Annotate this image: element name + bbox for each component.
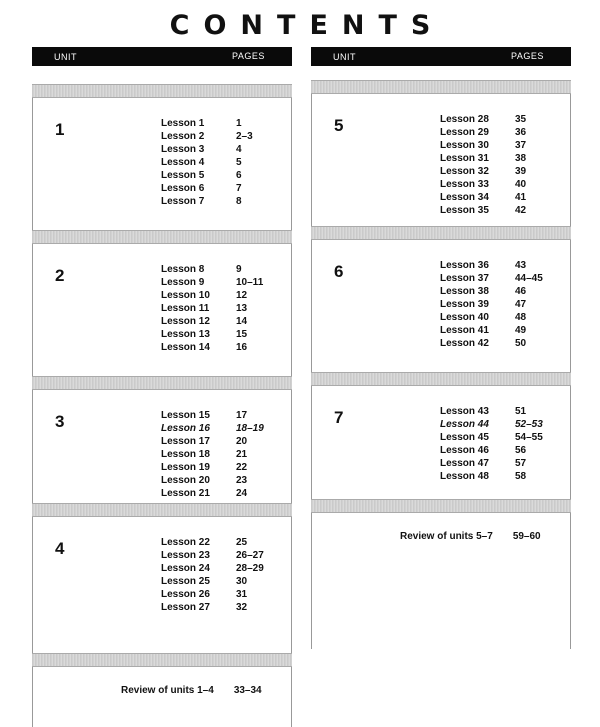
lesson-row — [161, 449, 264, 462]
lesson-row — [440, 114, 526, 127]
lesson-row — [161, 488, 264, 501]
lesson-row — [440, 205, 526, 218]
lesson-label: Lesson 41 — [440, 325, 489, 336]
lesson-row — [440, 260, 543, 273]
lesson-row — [440, 338, 543, 351]
lesson-row — [161, 410, 264, 423]
lesson-row — [161, 602, 264, 615]
lesson-label: Lesson 3 — [161, 144, 205, 155]
unit-number: 4 — [55, 539, 65, 558]
lesson-pages: 49 — [515, 325, 527, 336]
lesson-list — [440, 114, 526, 218]
unit-block — [32, 98, 292, 230]
table-header — [311, 47, 571, 66]
lesson-label: Lesson 40 — [440, 312, 489, 323]
lesson-pages: 8 — [236, 196, 242, 207]
lesson-pages: 7 — [236, 183, 242, 194]
lesson-pages: 54–55 — [515, 432, 543, 443]
review-label: Review of units 5–7 — [400, 531, 493, 542]
divider-stripe — [32, 84, 292, 98]
lesson-label: Lesson 20 — [161, 475, 210, 486]
lesson-row — [161, 290, 263, 303]
header-unit: UNIT — [54, 52, 77, 62]
unit-number: 2 — [55, 266, 65, 285]
lesson-label: Lesson 35 — [440, 205, 489, 216]
lesson-row — [161, 303, 263, 316]
lesson-pages: 25 — [236, 537, 248, 548]
lesson-label: Lesson 31 — [440, 153, 489, 164]
lesson-pages: 41 — [515, 192, 527, 203]
lesson-label: Lesson 27 — [161, 602, 210, 613]
lesson-pages: 12 — [236, 290, 248, 301]
lesson-row — [440, 325, 543, 338]
lesson-label: Lesson 32 — [440, 166, 489, 177]
left-column — [32, 47, 292, 727]
unit-block — [32, 390, 292, 503]
lesson-label: Lesson 26 — [161, 589, 210, 600]
lesson-label: Lesson 44 — [440, 419, 489, 430]
lesson-pages: 51 — [515, 406, 527, 417]
lesson-row — [161, 183, 253, 196]
lesson-pages: 17 — [236, 410, 248, 421]
lesson-pages: 47 — [515, 299, 527, 310]
lesson-label: Lesson 7 — [161, 196, 205, 207]
page-title: CONTENTS — [169, 10, 445, 41]
divider-stripe — [32, 230, 292, 244]
lesson-row — [440, 432, 543, 445]
lesson-pages: 4 — [236, 144, 242, 155]
lesson-pages: 36 — [515, 127, 527, 138]
lesson-pages: 52–53 — [515, 419, 543, 430]
lesson-pages: 26–27 — [236, 550, 264, 561]
lesson-pages: 10–11 — [236, 277, 264, 288]
lesson-row — [440, 445, 543, 458]
lesson-row — [440, 140, 526, 153]
lesson-pages: 18–19 — [236, 423, 264, 434]
lesson-label: Lesson 39 — [440, 299, 489, 310]
lesson-row — [161, 475, 264, 488]
lesson-label: Lesson 18 — [161, 449, 210, 460]
lesson-pages: 16 — [236, 342, 248, 353]
lesson-label: Lesson 48 — [440, 471, 489, 482]
lesson-row — [161, 563, 264, 576]
lesson-label: Lesson 8 — [161, 264, 205, 275]
lesson-list — [161, 118, 253, 209]
lesson-pages: 57 — [515, 458, 527, 469]
lesson-label: Lesson 46 — [440, 445, 489, 456]
lesson-pages: 39 — [515, 166, 527, 177]
lesson-row — [161, 131, 253, 144]
divider-stripe — [311, 372, 571, 386]
lesson-row — [161, 144, 253, 157]
divider-stripe — [32, 503, 292, 517]
lesson-pages: 22 — [236, 462, 248, 473]
lesson-label: Lesson 1 — [161, 118, 205, 129]
lesson-label: Lesson 33 — [440, 179, 489, 190]
lesson-label: Lesson 10 — [161, 290, 210, 301]
unit-block — [311, 94, 571, 226]
unit-number: 5 — [334, 116, 344, 135]
lesson-pages: 20 — [236, 436, 248, 447]
lesson-list — [440, 260, 543, 351]
right-column — [311, 47, 571, 649]
lesson-row — [161, 537, 264, 550]
divider-stripe — [311, 226, 571, 240]
review-row — [121, 685, 262, 696]
lesson-row — [440, 471, 543, 484]
lesson-label: Lesson 17 — [161, 436, 210, 447]
lesson-label: Lesson 15 — [161, 410, 210, 421]
unit-number: 6 — [334, 262, 344, 281]
lesson-row — [161, 329, 263, 342]
lesson-pages: 24 — [236, 488, 248, 499]
lesson-pages: 13 — [236, 303, 248, 314]
lesson-label: Lesson 30 — [440, 140, 489, 151]
lesson-row — [440, 166, 526, 179]
lesson-label: Lesson 14 — [161, 342, 210, 353]
lesson-label: Lesson 21 — [161, 488, 210, 499]
lesson-row — [161, 316, 263, 329]
divider-stripe — [32, 376, 292, 390]
lesson-pages: 48 — [515, 312, 527, 323]
lesson-row — [161, 196, 253, 209]
lesson-pages: 28–29 — [236, 563, 264, 574]
lesson-label: Lesson 38 — [440, 286, 489, 297]
lesson-label: Lesson 6 — [161, 183, 205, 194]
lesson-label: Lesson 34 — [440, 192, 489, 203]
lesson-pages: 5 — [236, 157, 242, 168]
lesson-label: Lesson 36 — [440, 260, 489, 271]
table-header — [32, 47, 292, 66]
lesson-label: Lesson 42 — [440, 338, 489, 349]
review-block — [311, 513, 571, 649]
lesson-list — [161, 537, 264, 615]
divider-stripe — [311, 80, 571, 94]
lesson-row — [161, 436, 264, 449]
header-pages: PAGES — [232, 51, 265, 61]
lesson-label: Lesson 47 — [440, 458, 489, 469]
lesson-row — [440, 273, 543, 286]
lesson-label: Lesson 11 — [161, 303, 210, 314]
review-label: Review of units 1–4 — [121, 685, 214, 696]
lesson-row — [161, 589, 264, 602]
header-pages: PAGES — [511, 51, 544, 61]
lesson-label: Lesson 25 — [161, 576, 210, 587]
unit-block — [311, 386, 571, 499]
unit-number: 3 — [55, 412, 65, 431]
lesson-row — [440, 286, 543, 299]
lesson-row — [161, 423, 264, 436]
lesson-pages: 50 — [515, 338, 527, 349]
lesson-label: Lesson 45 — [440, 432, 489, 443]
lesson-pages: 37 — [515, 140, 527, 151]
lesson-row — [440, 406, 543, 419]
lesson-row — [440, 299, 543, 312]
lesson-row — [161, 118, 253, 131]
lesson-pages: 38 — [515, 153, 527, 164]
lesson-label: Lesson 12 — [161, 316, 210, 327]
lesson-label: Lesson 28 — [440, 114, 489, 125]
lesson-row — [440, 312, 543, 325]
lesson-list — [161, 264, 263, 355]
lesson-row — [161, 264, 263, 277]
unit-block — [311, 240, 571, 372]
lesson-pages: 56 — [515, 445, 527, 456]
lesson-row — [161, 550, 264, 563]
review-pages: 59–60 — [512, 531, 541, 542]
lesson-pages: 21 — [236, 449, 248, 460]
header-unit: UNIT — [333, 52, 356, 62]
lesson-pages: 30 — [236, 576, 248, 587]
lesson-row — [440, 127, 526, 140]
lesson-row — [161, 342, 263, 355]
lesson-row — [440, 153, 526, 166]
lesson-label: Lesson 4 — [161, 157, 205, 168]
lesson-row — [161, 157, 253, 170]
lesson-row — [161, 576, 264, 589]
unit-number: 1 — [55, 120, 65, 139]
lesson-pages: 6 — [236, 170, 242, 181]
lesson-list — [161, 410, 264, 501]
lesson-label: Lesson 5 — [161, 170, 205, 181]
lesson-label: Lesson 13 — [161, 329, 210, 340]
review-row — [400, 531, 541, 542]
lesson-row — [440, 179, 526, 192]
unit-block — [32, 517, 292, 653]
lesson-label: Lesson 16 — [161, 423, 210, 434]
lesson-pages: 35 — [515, 114, 527, 125]
review-block — [32, 667, 292, 727]
unit-number: 7 — [334, 408, 344, 427]
lesson-pages: 32 — [236, 602, 248, 613]
lesson-pages: 31 — [236, 589, 248, 600]
lesson-pages: 9 — [236, 264, 242, 275]
divider-stripe — [311, 499, 571, 513]
lesson-list — [440, 406, 543, 484]
lesson-row — [161, 462, 264, 475]
lesson-pages: 46 — [515, 286, 527, 297]
lesson-label: Lesson 2 — [161, 131, 205, 142]
lesson-pages: 58 — [515, 471, 527, 482]
lesson-label: Lesson 29 — [440, 127, 489, 138]
lesson-pages: 44–45 — [515, 273, 543, 284]
lesson-label: Lesson 19 — [161, 462, 210, 473]
lesson-label: Lesson 37 — [440, 273, 489, 284]
lesson-row — [440, 458, 543, 471]
lesson-label: Lesson 9 — [161, 277, 205, 288]
review-pages: 33–34 — [233, 685, 262, 696]
lesson-row — [440, 419, 543, 432]
lesson-row — [161, 170, 253, 183]
lesson-pages: 23 — [236, 475, 248, 486]
lesson-row — [161, 277, 263, 290]
divider-stripe — [32, 653, 292, 667]
lesson-pages: 40 — [515, 179, 527, 190]
lesson-row — [440, 192, 526, 205]
unit-block — [32, 244, 292, 376]
lesson-label: Lesson 22 — [161, 537, 210, 548]
lesson-label: Lesson 43 — [440, 406, 489, 417]
lesson-pages: 43 — [515, 260, 527, 271]
lesson-pages: 15 — [236, 329, 248, 340]
lesson-pages: 1 — [236, 118, 242, 129]
lesson-label: Lesson 24 — [161, 563, 210, 574]
lesson-pages: 2–3 — [236, 131, 253, 142]
lesson-pages: 42 — [515, 205, 527, 216]
lesson-label: Lesson 23 — [161, 550, 210, 561]
lesson-pages: 14 — [236, 316, 248, 327]
